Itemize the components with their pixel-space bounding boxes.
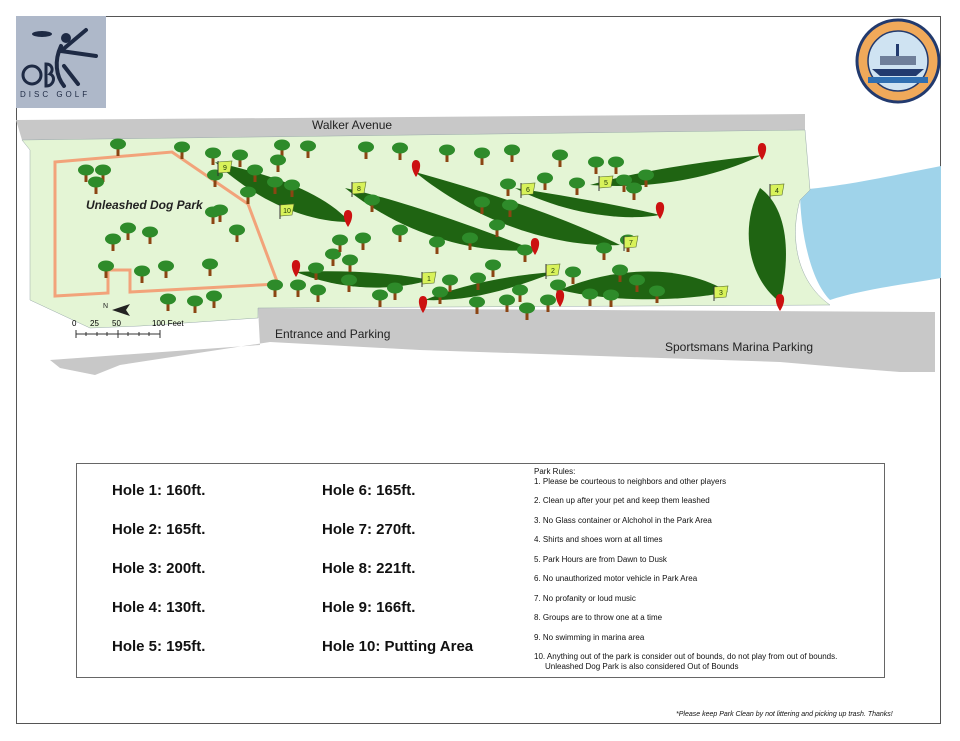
- rule-item: 9. No swimming in marina area: [534, 633, 645, 642]
- hole-distance: Hole 8: 221ft.: [322, 560, 416, 577]
- marina-parking-label: Sportsmans Marina Parking: [665, 340, 814, 354]
- north-label: N: [103, 303, 109, 310]
- hole-distance: Hole 6: 165ft.: [322, 482, 416, 499]
- hole-distance: Hole 10: Putting Area: [322, 638, 474, 655]
- walker-avenue-label: Walker Avenue: [312, 118, 393, 132]
- tee-flag-number: 7: [629, 240, 633, 247]
- scale-label: 0: [72, 319, 77, 328]
- hole-distance: Hole 2: 165ft.: [112, 521, 206, 538]
- tee-flag-number: 6: [526, 187, 530, 194]
- tee-flag-number: 2: [551, 268, 555, 275]
- hole-distance: Hole 3: 200ft.: [112, 560, 206, 577]
- tee-flag-number: 9: [223, 165, 227, 172]
- entrance-label: Entrance and Parking: [275, 327, 391, 341]
- rule-item: 7. No profanity or loud music: [534, 594, 636, 603]
- scale-labels: [72, 319, 192, 331]
- rule-item: 10. Anything out of the park is consider out of bounds, do not play from out of bounds.: [534, 652, 838, 661]
- rule-item: Unleashed Dog Park is also considered Out of Bounds: [545, 662, 739, 671]
- rule-item: 2. Clean up after your pet and keep them leashed: [534, 496, 710, 505]
- hole-distance: Hole 1: 160ft.: [112, 482, 206, 499]
- hole-distance: Hole 4: 130ft.: [112, 599, 206, 616]
- dog-park-label: Unleashed Dog Park: [86, 198, 203, 212]
- logo-text: DISC GOLF: [20, 90, 91, 99]
- town-seal: [857, 20, 939, 102]
- tee-flag-number: 3: [719, 290, 723, 297]
- scale-label: 50: [112, 319, 121, 328]
- scale-label: 100 Feet: [152, 319, 184, 328]
- scale-bar: [76, 330, 160, 338]
- rules-title: Park Rules:: [534, 467, 576, 476]
- marina-water: [800, 166, 941, 300]
- hole-distance: Hole 7: 270ft.: [322, 521, 416, 538]
- hole-info-panel: [76, 463, 885, 678]
- tree-icon: [540, 295, 556, 313]
- tee-flag-number: 4: [775, 188, 779, 195]
- hole-distance: Hole 5: 195ft.: [112, 638, 206, 655]
- tee-flag-number: 5: [604, 180, 608, 187]
- basket-marker-icon: [776, 294, 784, 311]
- tee-flag-number: 1: [427, 276, 431, 283]
- rule-item: 4. Shirts and shoes worn at all times: [534, 535, 663, 544]
- rule-item: 3. No Glass container or Alchohol in the Park Area: [534, 516, 712, 525]
- tee-flag-number: 10: [283, 208, 291, 215]
- rule-item: 6. No unauthorized motor vehicle in Park Area: [534, 574, 698, 583]
- tee-flag-number: 8: [357, 186, 361, 193]
- scale-label: 25: [90, 319, 99, 328]
- hole-distance: Hole 9: 166ft.: [322, 599, 416, 616]
- tree-icon: [499, 295, 515, 313]
- rule-item: 5. Park Hours are from Dawn to Dusk: [534, 555, 667, 564]
- rule-item: 8. Groups are to throw one at a time: [534, 613, 663, 622]
- rule-item: 1. Please be courteous to neighbors and other players: [534, 477, 727, 486]
- footer-note: *Please keep Park Clean by not littering and picking up trash. Thanks!: [676, 711, 893, 718]
